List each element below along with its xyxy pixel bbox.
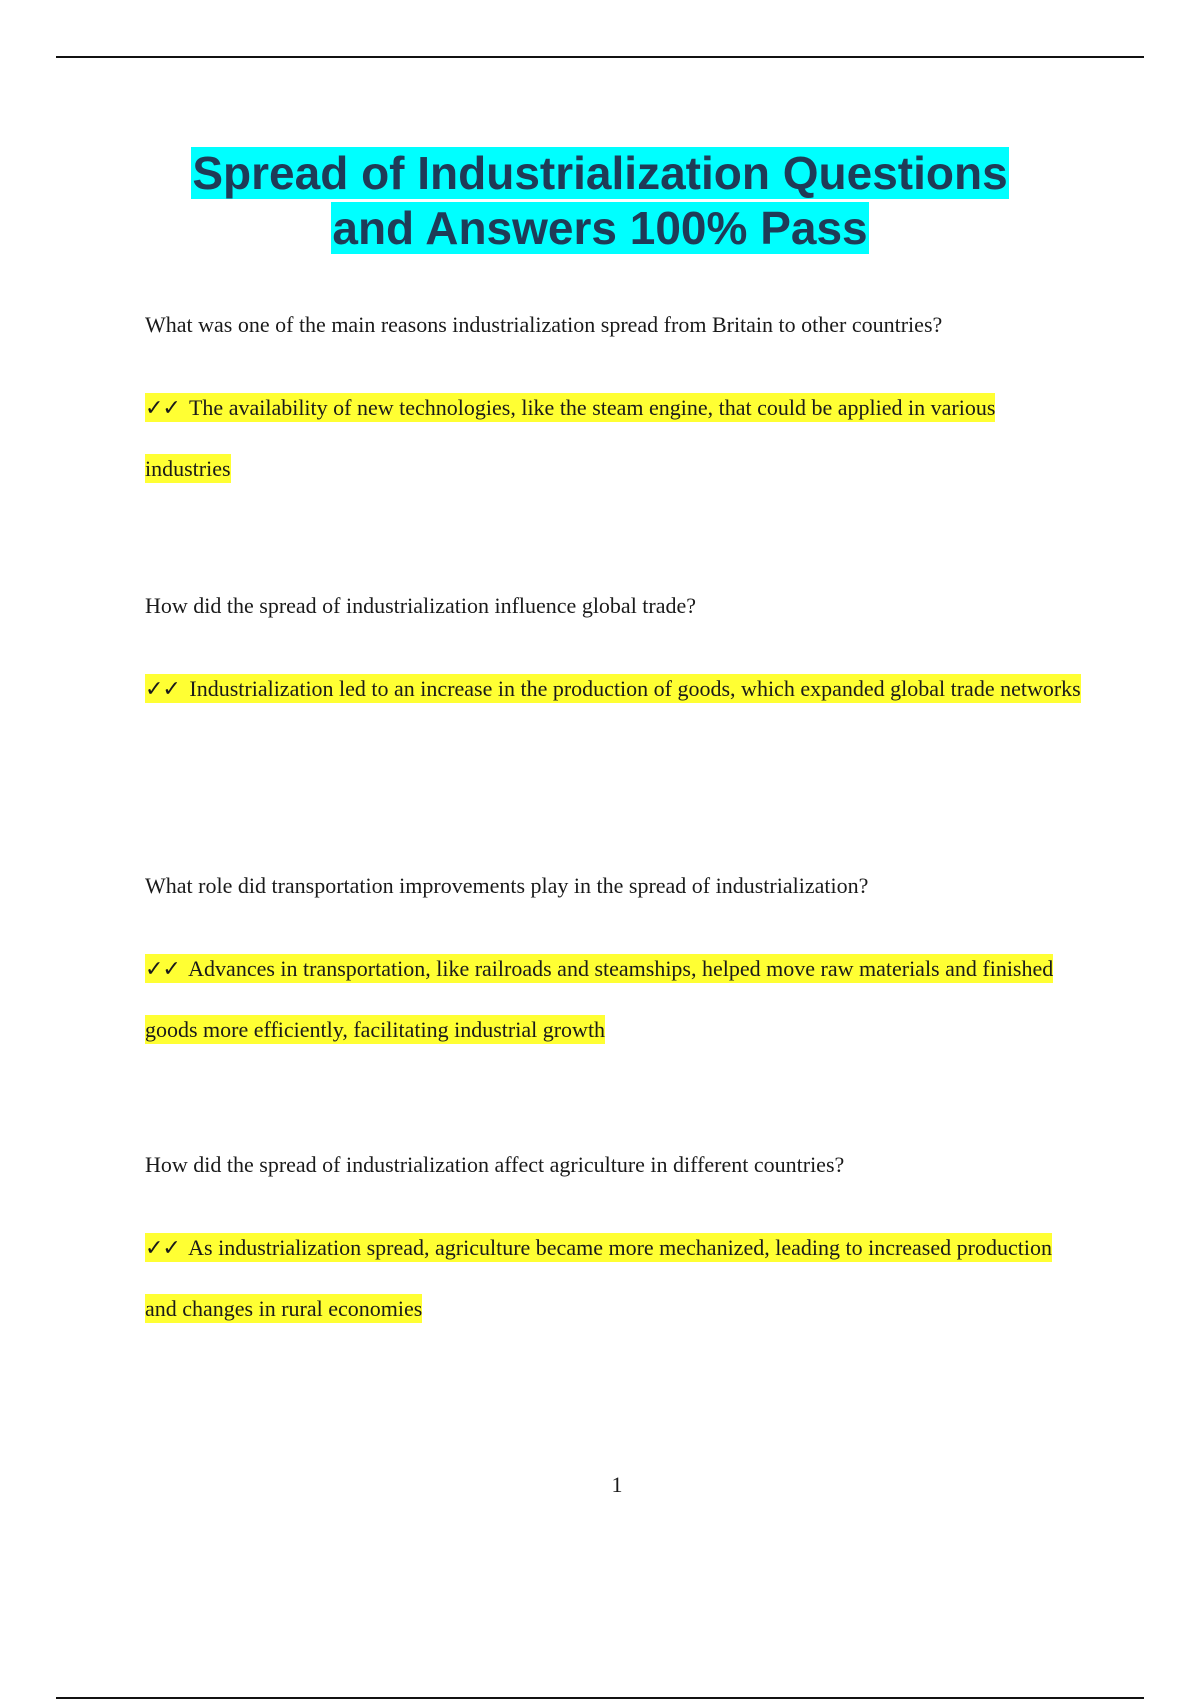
answer-block bbox=[145, 1218, 1085, 1339]
checkmark-icon: ✓✓ bbox=[145, 957, 180, 982]
title-line-1: Spread of Industrialization Questions bbox=[192, 147, 1008, 199]
answer-block bbox=[145, 659, 1085, 720]
question-text: How did the spread of industrialization affect agriculture in different countries? bbox=[145, 1152, 845, 1177]
checkmark-icon: ✓✓ bbox=[145, 677, 180, 702]
checkmark-icon: ✓✓ bbox=[145, 1236, 180, 1261]
qa-item-4 bbox=[145, 1152, 1085, 1339]
answer-block bbox=[145, 378, 1085, 499]
answer-text: Industrialization led to an increase in the production of goods, which expanded global trade networks bbox=[189, 676, 1081, 701]
page-number: 1 bbox=[611, 1472, 623, 1497]
question-text: How did the spread of industrialization influence global trade? bbox=[145, 593, 697, 618]
answer-text: As industrialization spread, agriculture became more mechanized, leading to increased production and changes in rural economies bbox=[145, 1235, 1052, 1321]
title-line-2: and Answers 100% Pass bbox=[332, 202, 868, 254]
qa-item-1 bbox=[145, 312, 1085, 499]
qa-item-2 bbox=[145, 593, 1085, 720]
question-text: What was one of the main reasons industrialization spread from Britain to other countries? bbox=[145, 312, 943, 337]
answer-block bbox=[145, 939, 1085, 1060]
answer-text: Advances in transportation, like railroads and steamships, helped move raw materials and finished goods more efficiently, facilitating industrial growth bbox=[145, 956, 1054, 1042]
bottom-rule bbox=[56, 1697, 1144, 1699]
answer-text: The availability of new technologies, like the steam engine, that could be applied in various industries bbox=[145, 395, 996, 481]
top-rule bbox=[56, 56, 1144, 58]
document-title bbox=[0, 146, 1200, 256]
checkmark-icon: ✓✓ bbox=[145, 396, 180, 421]
question-text: What role did transportation improvements play in the spread of industrialization? bbox=[145, 873, 869, 898]
qa-item-3 bbox=[145, 873, 1085, 1060]
